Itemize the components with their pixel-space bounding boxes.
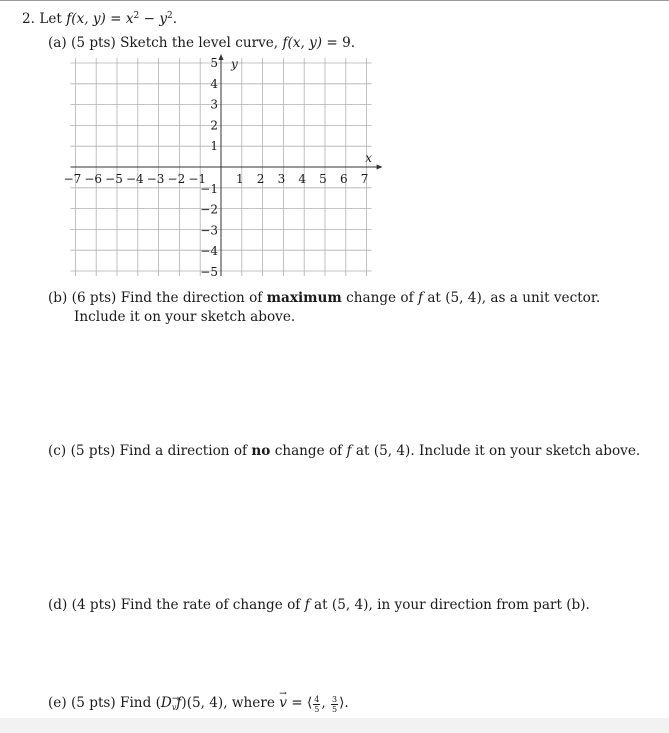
part-c-f: f xyxy=(346,443,352,459)
function-period: . xyxy=(172,11,178,27)
part-e-points: (5 pts) xyxy=(70,695,116,711)
part-b-text-mid: change of xyxy=(346,290,414,306)
y-tick-label: −5 xyxy=(200,265,218,279)
part-b-bold: maximum xyxy=(266,290,342,306)
frac2-num: 3 xyxy=(332,695,338,704)
part-b-f: f xyxy=(417,290,423,306)
part-e-langle: ⟨ xyxy=(306,695,313,711)
x-tick-label: −6 xyxy=(84,172,103,186)
part-e-D: D xyxy=(160,695,172,711)
x-tick-label: 3 xyxy=(277,172,286,186)
part-c-text-mid: change of xyxy=(274,443,343,459)
part-a-points: (5 pts) xyxy=(71,35,116,51)
bottom-band xyxy=(0,718,669,733)
part-a-label: (a) xyxy=(48,35,67,51)
part-a-text: Sketch the level curve, xyxy=(120,35,279,51)
x-tick-label: 7 xyxy=(360,172,369,186)
y-tick-label: 5 xyxy=(210,56,218,70)
part-e-v: → v xyxy=(279,694,287,712)
part-c-label: (c) xyxy=(48,443,67,459)
frac1-num: 4 xyxy=(314,695,320,704)
x-tick-label: −4 xyxy=(125,172,144,186)
function-lhs: f(x, y) xyxy=(66,11,106,27)
x-tick-label: 1 xyxy=(235,172,244,186)
x-tick-label: −2 xyxy=(167,172,186,186)
x-power: 2 xyxy=(133,11,140,21)
part-e-eq: = xyxy=(286,695,307,711)
problem-intro: Let xyxy=(39,11,62,27)
y-tick-label: −4 xyxy=(200,244,218,259)
part-d-f: f xyxy=(304,597,310,613)
x-tick-label: −7 xyxy=(63,172,82,186)
x-tick-label: 2 xyxy=(256,172,265,186)
frac2-den: 5 xyxy=(332,705,338,714)
y-tick-label: −2 xyxy=(200,202,218,217)
function-y: y xyxy=(159,11,168,27)
part-b-line2: Include it on your sketch above. xyxy=(74,309,296,325)
y-tick-label: 2 xyxy=(210,118,218,133)
part-e-frac1 xyxy=(313,695,320,714)
part-e-comma: , xyxy=(321,695,330,711)
x-tick-label: −3 xyxy=(146,172,165,186)
part-d-points: (4 pts) xyxy=(71,597,117,613)
part-c-points: (5 pts) xyxy=(70,443,116,459)
part-a-math: f(x, y) xyxy=(282,35,323,51)
function-minus: − xyxy=(139,11,160,27)
function-eq: = xyxy=(105,11,126,27)
y-tick-label: 4 xyxy=(210,76,218,91)
y-axis-arrow xyxy=(219,54,224,60)
x-tick-label: −1 xyxy=(188,172,207,186)
part-d-label: (d) xyxy=(48,597,68,613)
y-tick-label: 3 xyxy=(210,97,218,112)
part-e-rangle: ⟩ xyxy=(339,695,345,711)
top-rule xyxy=(0,0,669,1)
frac1-den: 5 xyxy=(314,705,320,714)
y-power: 2 xyxy=(167,11,173,21)
part-d-text-after: at (5, 4), in your direction from part (b). xyxy=(314,597,590,613)
part-a xyxy=(48,34,355,52)
part-d-text-before: Find the rate of change of xyxy=(120,597,301,613)
part-c-text-before: Find a direction of xyxy=(119,443,248,459)
problem-header xyxy=(22,10,177,28)
y-axis-label: y xyxy=(231,57,238,71)
part-b-text-at: at (5, 4), as a unit vector. xyxy=(427,290,601,306)
part-e-label: (e) xyxy=(48,695,67,711)
part-e: (e) (5 pts) Find $(D_vf)(5$, 4), where → v = ⟨ $\frac{4}{5}$ , $\frac{3}{5}$ ⟩. xyxy=(48,694,349,714)
problem-number: 2. xyxy=(22,11,35,27)
x-tick-label: 6 xyxy=(339,172,348,186)
coordinate-grid xyxy=(63,52,396,279)
part-c xyxy=(48,442,640,460)
part-a-math-eq: = 9. xyxy=(322,35,356,51)
part-b-points: (6 pts) xyxy=(71,290,117,306)
part-e-frac2 xyxy=(331,695,338,714)
function-x: x xyxy=(125,11,134,27)
part-d xyxy=(48,596,590,614)
part-c-bold: no xyxy=(251,443,271,459)
y-tick-label: −1 xyxy=(200,181,218,196)
part-e-find: Find ( xyxy=(120,695,161,711)
y-tick-label: −3 xyxy=(200,223,218,238)
part-e-f: f xyxy=(176,695,182,711)
part-c-text-after: at (5, 4). Include it on your sketch above. xyxy=(355,443,641,459)
part-b-text-before: Find the direction of xyxy=(120,290,263,306)
part-e-text-mid: )(5, 4), where xyxy=(181,695,275,711)
x-tick-label: 5 xyxy=(319,172,327,186)
x-axis-arrow xyxy=(377,165,383,170)
y-tick-label: 1 xyxy=(210,139,218,154)
part-b xyxy=(48,289,600,307)
x-tick-label: 4 xyxy=(298,172,307,186)
x-axis-label: x xyxy=(365,151,372,165)
x-tick-label: −5 xyxy=(105,172,123,186)
part-b-label: (b) xyxy=(48,290,68,306)
part-e-period: . xyxy=(344,695,349,711)
